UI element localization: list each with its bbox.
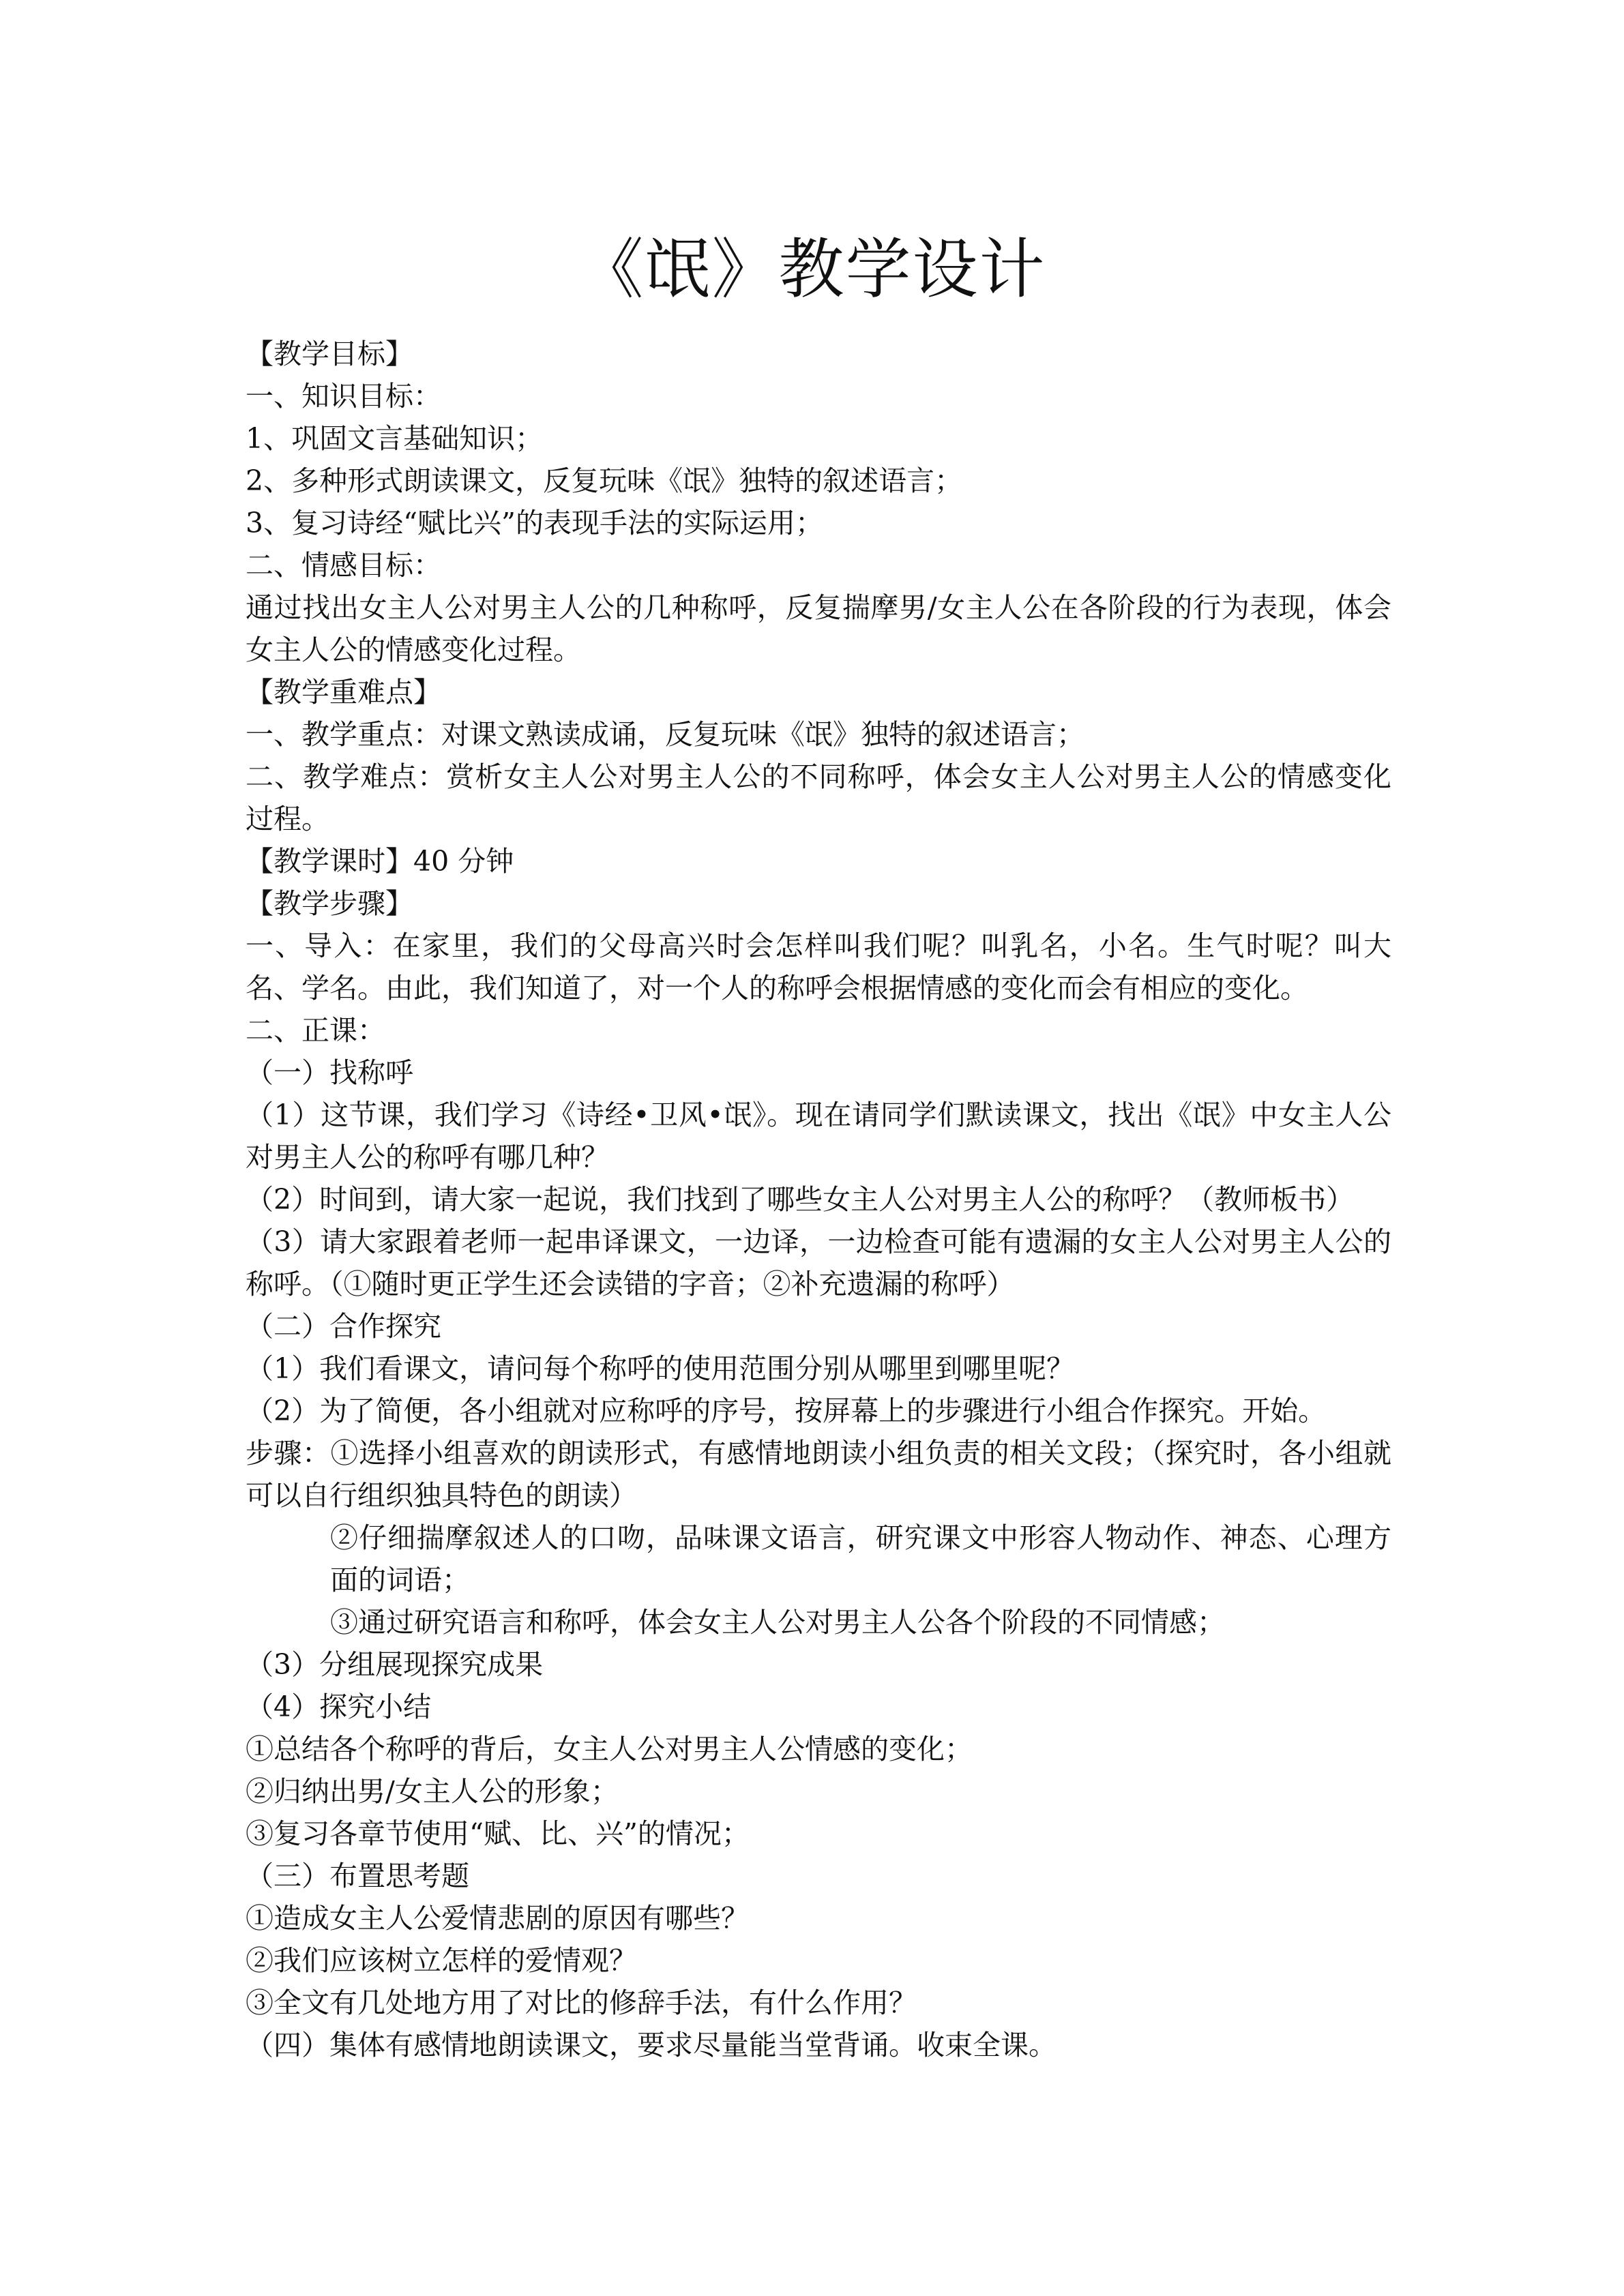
paragraph: 2、多种形式朗读课文，反复玩味《氓》独特的叙述语言；	[246, 464, 963, 497]
paragraph: 1、巩固文言基础知识；	[246, 422, 544, 455]
paragraph: ③复习各章节使用“赋、比、兴”的情况；	[246, 1817, 750, 1850]
paragraph-indented: ③通过研究语言和称呼，体会女主人公对男主人公各个阶段的不同情感；	[330, 1606, 1225, 1639]
document-title: 《氓》教学设计	[578, 231, 1046, 308]
paragraph: 通过找出女主人公对男主人公的几种称呼，反复揣摩男/女主人公在各阶段的行为表现，体会女主人公的情感变化过程。	[246, 591, 1391, 666]
paragraph: 一、导入：在家里，我们的父母高兴时会怎样叫我们呢？叫乳名，小名。生气时呢？叫大名、学名。由此，我们知道了，对一个人的称呼会根据情感的变化而会有相应的变化。	[246, 929, 1391, 1004]
paragraph: 步骤：①选择小组喜欢的朗读形式，有感情地朗读小组负责的相关文段；（探究时，各小组就可以自行组织独具特色的朗读）	[246, 1437, 1391, 1512]
document-body	[246, 333, 1391, 2066]
subheading-main-lesson: 二、正课：	[246, 1014, 385, 1047]
subheading-knowledge-goals: 一、知识目标：	[246, 380, 441, 413]
paragraph: （3）请大家跟着老师一起串译课文，一边译，一边检查可能有遗漏的女主人公对男主人公的称呼。（①随时更正学生还会读错的字音；②补充遗漏的称呼）	[246, 1225, 1391, 1300]
paragraph: （1）我们看课文，请问每个称呼的使用范围分别从哪里到哪里呢？	[246, 1352, 1075, 1385]
paragraph: （2）为了简便，各小组就对应称呼的序号，按屏幕上的步骤进行小组合作探究。开始。	[246, 1395, 1327, 1427]
paragraph: ①总结各个称呼的背后，女主人公对男主人公情感的变化；	[246, 1733, 973, 1765]
paragraph: （1）这节课，我们学习《诗经•卫风•氓》。现在请同学们默读课文，找出《氓》中女主人公对男主人公的称呼有哪几种？	[246, 1099, 1391, 1174]
paragraph: ③全文有几处地方用了对比的修辞手法，有什么作用？	[246, 1986, 917, 2019]
subheading: （一）找称呼	[246, 1056, 413, 1089]
paragraph: 3、复习诗经“赋比兴”的表现手法的实际运用；	[246, 507, 824, 539]
paragraph: ②我们应该树立怎样的爱情观？	[246, 1944, 637, 1977]
section-heading-steps: 【教学步骤】	[246, 887, 413, 920]
paragraph-indented: ②仔细揣摩叙述人的口吻，品味课文语言，研究课文中形容人物动作、神态、心理方面的词语；	[330, 1521, 1391, 1596]
paragraph: ②归纳出男/女主人公的形象；	[246, 1775, 619, 1808]
section-heading-objectives: 【教学目标】	[246, 338, 413, 370]
paragraph: （四）集体有感情地朗读课文，要求尽量能当堂背诵。收束全课。	[246, 2029, 1057, 2061]
paragraph: （3）分组展现探究成果	[246, 1648, 544, 1681]
section-heading-key-points: 【教学重难点】	[246, 676, 441, 709]
subheading: （二）合作探究	[246, 1310, 441, 1343]
subheading-emotion-goals: 二、情感目标：	[246, 549, 441, 582]
paragraph: 二、教学难点：赏析女主人公对男主人公的不同称呼，体会女主人公对男主人公的情感变化过程。	[246, 760, 1391, 835]
subheading: （三）布置思考题	[246, 1860, 469, 1892]
paragraph: （2）时间到，请大家一起说，我们找到了哪些女主人公对男主人公的称呼？（教师板书）	[246, 1183, 1355, 1216]
section-heading-duration: 【教学课时】40 分钟	[246, 845, 514, 878]
paragraph: ①造成女主人公爱情悲剧的原因有哪些？	[246, 1902, 749, 1935]
paragraph: 一、教学重点：对课文熟读成诵，反复玩味《氓》独特的叙述语言；	[246, 718, 1084, 751]
paragraph: （4）探究小结	[246, 1690, 432, 1723]
